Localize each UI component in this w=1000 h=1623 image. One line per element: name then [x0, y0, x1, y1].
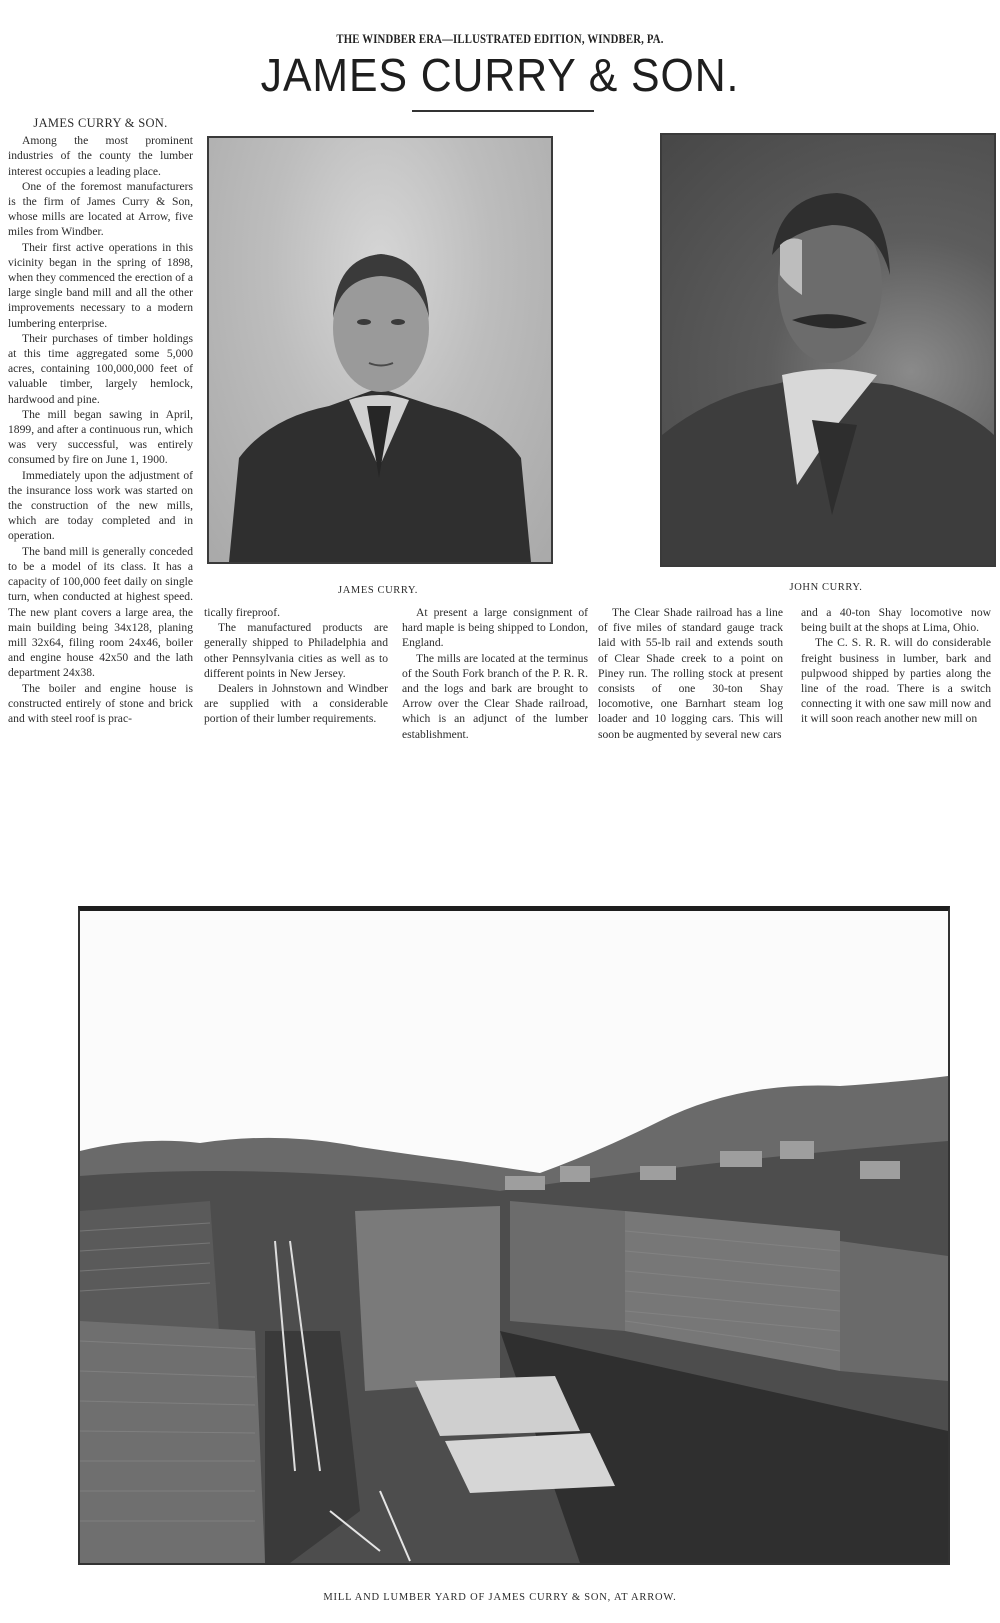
paragraph: The boiler and engine house is constructed entirely of stone and brick and with steel roof is prac- [8, 681, 193, 725]
paragraph: The Clear Shade railroad has a line of five miles of standard gauge track laid with 55-lb rail and extends south of Clear Shade creek to a point on Piney run. The rolling stock at present consists of one 30-ton Shay locomotive, one Barnhart steam log loader and 10 logging cars. This will soon be augmented by several new cars [598, 606, 783, 741]
john-curry-caption: JOHN CURRY. [789, 582, 863, 593]
paragraph: One of the foremost manufacturers is the firm of James Curry & Son, whose mills are located at Arrow, five miles from Windber. [8, 179, 193, 239]
paragraph: At present a large consignment of hard maple is being shipped to London, England. [402, 606, 588, 650]
paragraph: Immediately upon the adjustment of the insurance loss work was started on the construction of the new mills, which are today completed and in operation. [8, 468, 193, 543]
paragraph: The manufactured products are generally shipped to Philadelphia and other Pennsylvania cities as well as to different points in New Jersey. [204, 621, 388, 680]
page-title: JAMES CURRY & SON. [260, 49, 740, 101]
paragraph: and a 40-ton Shay locomotive now being built at the shops at Lima, Ohio. [801, 606, 991, 635]
lumber-yard-caption: MILL AND LUMBER YARD OF JAMES CURRY & SON, AT ARROW. [323, 1592, 677, 1603]
james-curry-portrait [207, 136, 553, 564]
paragraph: Their purchases of timber holdings at this time aggregated some 5,000 acres, containing 100,000,000 feet of valuable timber, largely hemlock, hardwood and pine. [8, 331, 193, 406]
lumber-yard-photo [78, 906, 950, 1565]
portrait-image [209, 138, 551, 562]
article-heading: JAMES CURRY & SON. [33, 116, 168, 130]
portrait-image [662, 135, 994, 565]
article-column-2 [204, 605, 388, 727]
title-rule [412, 110, 594, 112]
paragraph: The mill began sawing in April, 1899, and after a continuous run, which was very successful, was entirely consumed by fire on June 1, 1900. [8, 407, 193, 467]
paragraph: The mills are located at the terminus of the South Fork branch of the P. R. R. and the logs and bark are brought to Arrow over the Clear Shade railroad, which is an adjunct of the lumber establishment. [402, 651, 588, 741]
article-column-5 [801, 605, 991, 727]
paragraph: tically fireproof. [204, 606, 280, 619]
paragraph: Their first active operations in this vicinity began in the spring of 1898, when they commenced the erection of a large single band mill and all the other improvements necessary to a modern lumbering enterprise. [8, 240, 193, 330]
paragraph: Among the most prominent industries of the county the lumber interest occupies a leading place. [8, 134, 193, 178]
article-column-1 [8, 116, 193, 726]
james-curry-caption: JAMES CURRY. [338, 585, 418, 596]
paragraph: The C. S. R. R. will do considerable freight business in lumber, bark and pulpwood shipped by parties along the line of the road. There is a switch connecting it with one saw mill now and it will soon reach another new mill on [801, 636, 991, 726]
lumber-yard-image [80, 911, 948, 1563]
paragraph: The band mill is generally conceded to be a model of its class. It has a capacity of 100,000 feet daily on single turn, when conducted at highest speed. The new plant covers a large area, the main building being 34x128, planing mill 32x64, filing room 24x46, boiler and engine house 42x50 and the lath department 24x38. [8, 544, 193, 680]
john-curry-portrait [660, 133, 996, 567]
article-column-3 [402, 605, 588, 742]
masthead: THE WINDBER ERA—ILLUSTRATED EDITION, WINDBER, PA. [336, 32, 664, 46]
paragraph: Dealers in Johnstown and Windber are supplied with a considerable portion of their lumber requirements. [204, 682, 388, 726]
article-column-4 [598, 605, 783, 742]
